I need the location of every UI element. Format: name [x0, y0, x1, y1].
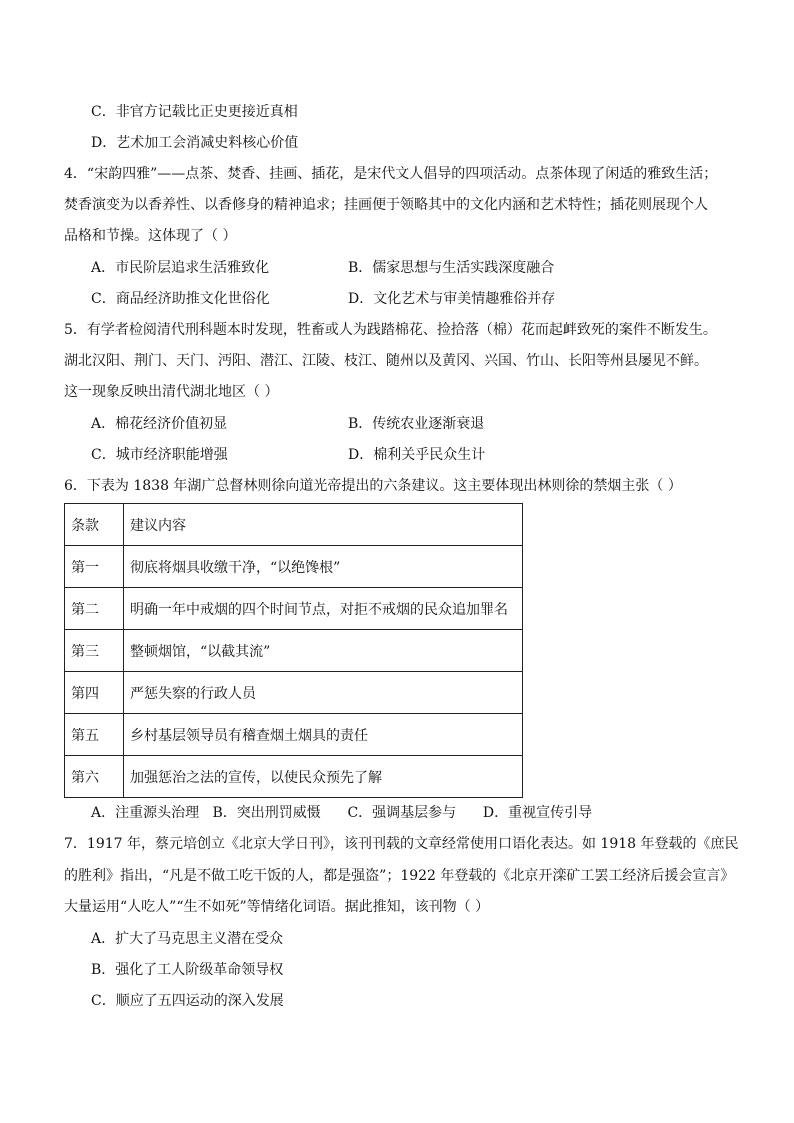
table-cell-clause: 第五 [65, 714, 124, 756]
table-cell-content: 彻底将烟具收缴干净，“以绝馋根” [124, 546, 523, 588]
q5-option-c: C．城市经济职能增强 [91, 447, 228, 463]
table-row [65, 714, 523, 756]
q5-stem-line-2: 湖北汉阳、荆门、天门、沔阳、潜江、江陵、枝江、随州以及黄冈、兴国、竹山、长阳等州县屡见不鲜。 [64, 353, 708, 369]
table-header-cell: 条款 [65, 504, 124, 546]
q7-stem-line-3: 大量运用“人吃人”“生不如死”等情绪化词语。据此推知，该刊物（ ） [64, 899, 490, 915]
q3-option-d: D．艺术加工会消减史料核心价值 [91, 135, 299, 151]
q4-option-d: D．文化艺术与审美情趣雅俗并存 [348, 291, 556, 307]
q4-option-c: C．商品经济助推文化世俗化 [91, 291, 270, 307]
q4-stem-line-3: 品格和节操。这体现了（ ） [64, 228, 237, 244]
proposal-table [64, 503, 523, 798]
q7-stem-line-2: 的胜利》指出，“凡是不做工吃干饭的人，都是强盗”；1922 年登载的《北京开滦矿工罢工经济后援会宣言》 [64, 868, 735, 884]
q3-option-c: C．非官方记载比正史更接近真相 [91, 104, 298, 120]
table-header-cell: 建议内容 [124, 504, 523, 546]
table-cell-clause: 第四 [65, 672, 124, 714]
table-cell-clause: 第二 [65, 588, 124, 630]
q5-option-b: B．传统农业逐渐衰退 [348, 416, 485, 432]
q7-option-c: C．顺应了五四运动的深入发展 [91, 993, 284, 1009]
q4-option-a: A．市民阶层追求生活雅致化 [91, 260, 270, 276]
table-row [65, 756, 523, 798]
q6-options: A．注重源头治理 B．突出刑罚威慑 C．强调基层参与 D．重视宣传引导 [91, 805, 593, 821]
table-cell-content: 整顿烟馆，“以截其流” [124, 630, 523, 672]
q4-option-b: B．儒家思想与生活实践深度融合 [348, 260, 555, 276]
q6-stem: 6．下表为 1838 年湖广总督林则徐向道光帝提出的六条建议。这主要体现出林则徐的禁烟主张（ ） [64, 478, 682, 494]
table-cell-clause: 第三 [65, 630, 124, 672]
q4-stem-line-1: 4．“宋韵四雅”——点茶、焚香、挂画、插花，是宋代文人倡导的四项活动。点茶体现了闲适的雅致生活； [64, 166, 718, 182]
table-cell-content: 加强惩治之法的宣传，以使民众预先了解 [124, 756, 523, 798]
table-cell-clause: 第一 [65, 546, 124, 588]
q5-stem-line-1: 5．有学者检阅清代刑科题本时发现，牲畜或人为践踏棉花、捡拾落（棉）花而起衅致死的案件不断发生。 [64, 322, 717, 338]
table-cell-clause: 第六 [65, 756, 124, 798]
q5-option-d: D．棉利关乎民众生计 [348, 447, 486, 463]
q7-option-a: A．扩大了马克思主义潜在受众 [91, 931, 284, 947]
table-row [65, 672, 523, 714]
table-cell-content: 明确一年中戒烟的四个时间节点，对拒不戒烟的民众追加罪名 [124, 588, 523, 630]
table-cell-content: 严惩失察的行政人员 [124, 672, 523, 714]
q7-option-b: B．强化了工人阶级革命领导权 [91, 962, 284, 978]
table-header-row [65, 504, 523, 546]
q7-stem-line-1: 7．1917 年，蔡元培创立《北京大学日刊》，该刊刊载的文章经常使用口语化表达。如 1918 年登载的《庶民 [64, 836, 739, 852]
table-row [65, 546, 523, 588]
table-row [65, 588, 523, 630]
table-cell-content: 乡村基层领导员有稽查烟土烟具的责任 [124, 714, 523, 756]
q4-stem-line-2: 焚香演变为以香养性、以香修身的精神追求；挂画便于领略其中的文化内涵和艺术特性；插花则展现个人 [64, 197, 708, 213]
q5-option-a: A．棉花经济价值初显 [91, 416, 228, 432]
q5-stem-line-3: 这一现象反映出清代湖北地区（ ） [64, 384, 279, 400]
table-row [65, 630, 523, 672]
